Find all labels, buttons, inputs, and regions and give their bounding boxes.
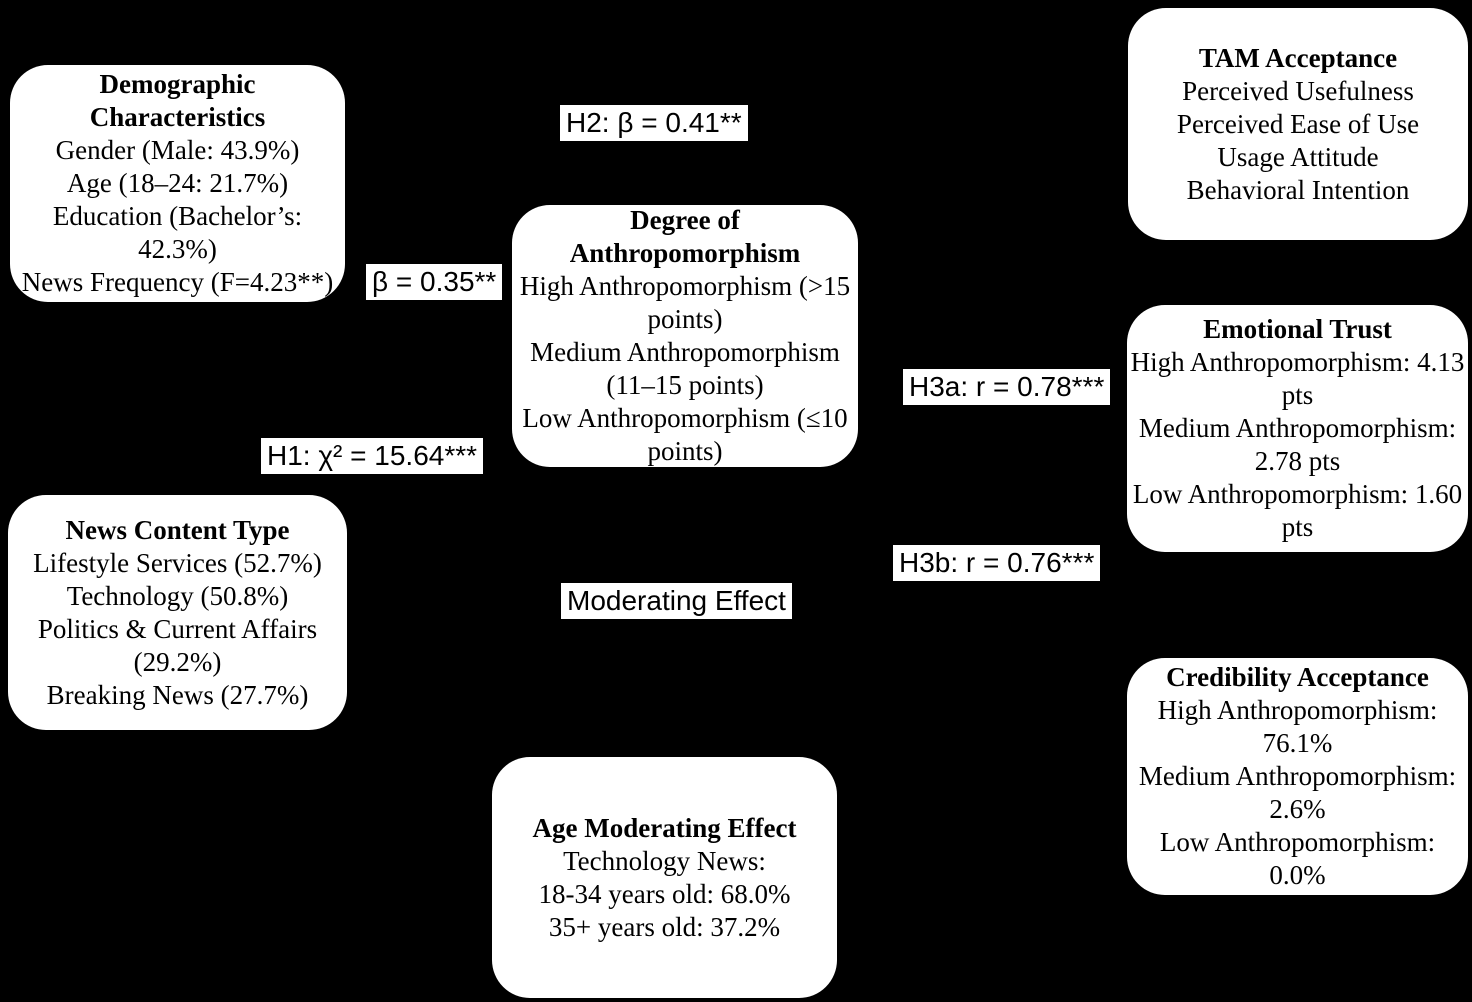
box-line: Technology (50.8%) <box>66 580 289 611</box>
box-line: Politics & Current Affairs (29.2%) <box>37 613 318 677</box>
box-line: Usage Attitude <box>1217 141 1379 172</box>
box-line: Low Anthropomorphism: 1.60 pts <box>1132 479 1463 542</box>
box-title: Emotional Trust <box>1203 314 1392 344</box>
box-line: News Frequency (F=4.23**) <box>21 267 334 297</box>
box-line: Perceived Usefulness <box>1182 75 1414 106</box>
box-line: 35+ years old: 37.2% <box>548 911 781 942</box>
box-credibility-acceptance <box>1127 658 1468 895</box>
box-title: Age Moderating Effect <box>532 812 797 843</box>
box-line: Lifestyle Services (52.7%) <box>33 547 322 578</box>
box-line: High Anthropomorphism: 4.13 pts <box>1130 347 1465 410</box>
edge-label-h2: H2: β = 0.41** <box>560 105 748 141</box>
box-title: Degree of Anthropomorphism <box>569 205 801 268</box>
box-title: News Content Type <box>65 514 290 545</box>
box-line: Medium Anthropomorphism: 2.78 pts <box>1138 413 1457 476</box>
box-news-content-type <box>8 495 347 730</box>
box-title: Credibility Acceptance <box>1166 662 1429 692</box>
box-degree-of-anthropomorphism <box>512 205 858 467</box>
box-line: Perceived Ease of Use <box>1176 108 1420 139</box>
box-line: High Anthropomorphism: 76.1% <box>1157 695 1438 758</box>
box-title: TAM Acceptance <box>1198 42 1398 73</box>
box-line: 18-34 years old: 68.0% <box>538 878 791 909</box>
box-tam-acceptance <box>1128 8 1468 240</box>
edge-label-moderating-effect: Moderating Effect <box>561 583 792 619</box>
box-emotional-trust <box>1127 305 1468 552</box>
box-line: Behavioral Intention <box>1186 174 1410 205</box>
box-line: Education (Bachelor’s: 42.3%) <box>52 201 303 264</box>
box-line: Technology News: <box>563 845 766 876</box>
box-demographic-characteristics <box>10 65 345 302</box>
box-line: Low Anthropomorphism: 0.0% <box>1159 827 1436 890</box>
box-line: High Anthropomorphism (>15 points) <box>519 271 851 334</box>
box-title: Demographic Characteristics <box>89 69 266 132</box>
box-line: Age (18–24: 21.7%) <box>66 168 289 198</box>
box-line: Medium Anthropomorphism (11–15 points) <box>530 337 840 400</box>
edge-label-beta: β = 0.35** <box>366 264 502 300</box>
box-line: Breaking News (27.7%) <box>46 679 309 710</box>
box-line: Gender (Male: 43.9%) <box>55 135 300 165</box>
box-age-moderating-effect <box>492 757 837 998</box>
edge-label-h1: H1: χ² = 15.64*** <box>261 438 483 474</box>
box-line: Medium Anthropomorphism: 2.6% <box>1138 761 1457 824</box>
edge-label-h3b: H3b: r = 0.76*** <box>893 545 1100 581</box>
edge-label-h3a: H3a: r = 0.78*** <box>903 369 1110 405</box>
box-line: Low Anthropomorphism (≤10 points) <box>522 403 848 466</box>
